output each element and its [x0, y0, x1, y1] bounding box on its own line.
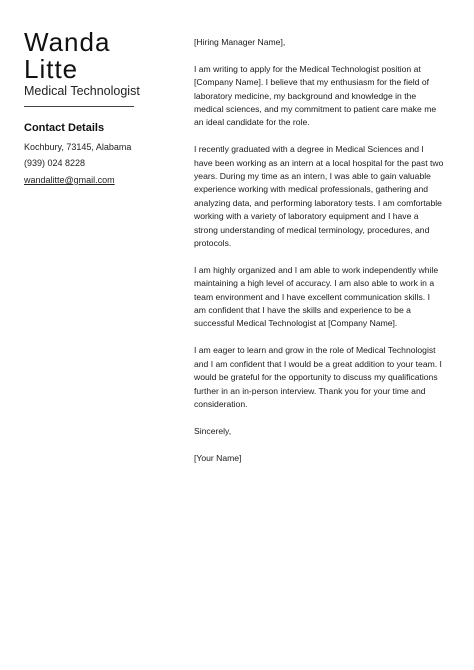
letter-paragraph-2: I recently graduated with a degree in Medical Sciences and I have been working as an intern at a local hospital for the past two years. During my time as an intern, I was able to gain valuable experience working with medical professionals, gathering and analyzing data, and performing laboratory tests. I am comfortable working with a variety of laboratory equipment and I have a strong understanding of medical terminology, procedures, and protocols. — [194, 144, 444, 249]
last-name: Litte — [24, 54, 79, 84]
first-name: Wanda — [24, 27, 111, 57]
letter-paragraph-1: I am writing to apply for the Medical Technologist position at [Company Name]. I believe that my enthusiasm for the field of laboratory medicine, my background and knowledge in the medical sciences, and my commitment to patient care make me an ideal candidate for the role. — [194, 63, 437, 128]
letter-paragraph-3: I am highly organized and I am able to work independently while maintaining a high level of accuracy. I am also able to work in a team environment and I have excellent communication skills. I am confident that I have the skills and experience to be a successful Medical Technologist at [Company Name]. — [194, 264, 439, 329]
sidebar — [0, 0, 160, 670]
contact-phone: (939) 024 8228 — [24, 158, 86, 168]
job-title: Medical Technologist — [24, 84, 140, 98]
contact-heading: Contact Details — [24, 122, 105, 134]
letter-paragraph-4: I am eager to learn and grow in the role of Medical Technologist and I am confident that I would be a great addition to your team. I would be grateful for the opportunity to discuss my qualifications further in an in-person interview. Thank you for your time and consideration. — [194, 345, 442, 409]
signature: [Your Name] — [194, 452, 242, 463]
contact-email-link[interactable]: wandalitte@gmail.com — [24, 175, 115, 185]
letter-body — [194, 36, 444, 478]
contact-address: Kochbury, 73145, Alabama — [24, 142, 132, 152]
divider — [24, 106, 134, 107]
closing: Sincerely, — [194, 425, 232, 436]
salutation: [Hiring Manager Name], — [194, 37, 286, 47]
